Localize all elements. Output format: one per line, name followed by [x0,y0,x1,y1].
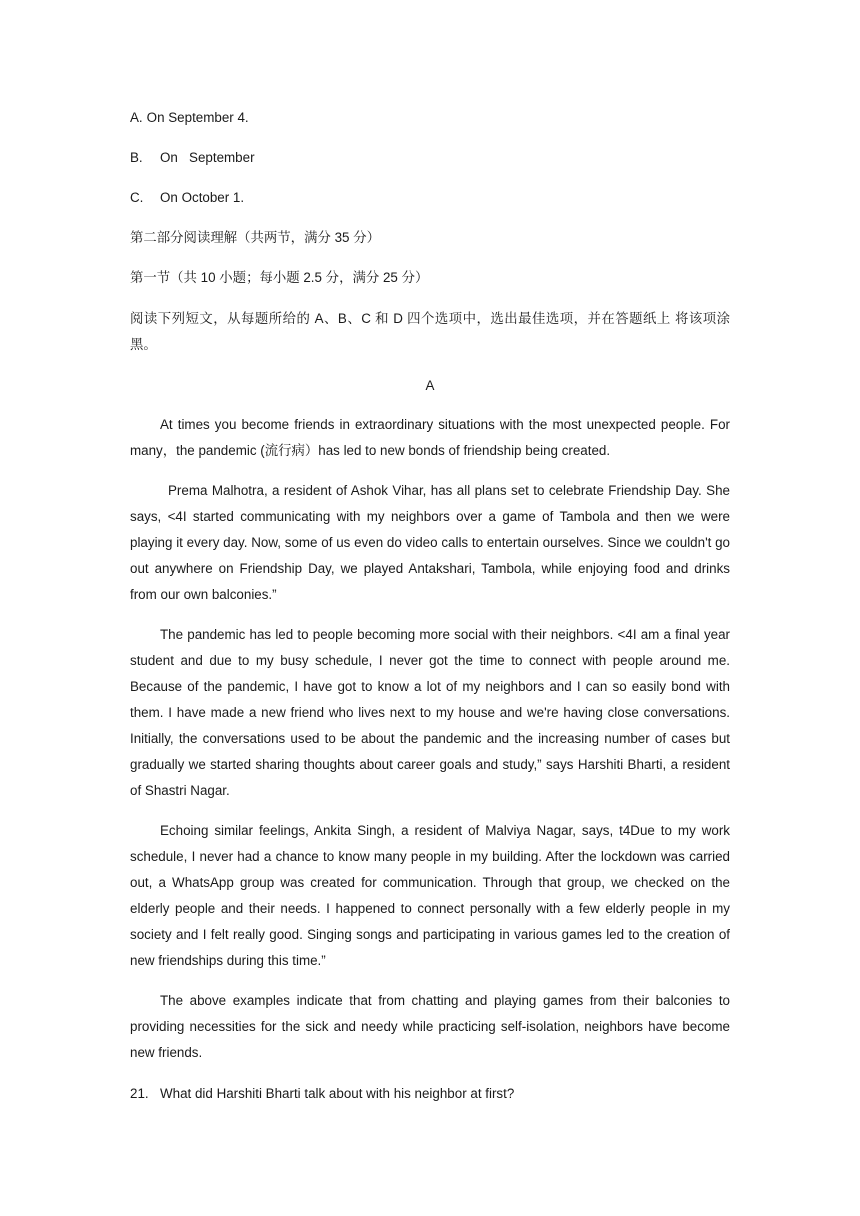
option-b-text: On September [160,150,255,165]
option-c [130,189,244,207]
option-b [130,149,255,167]
option-a-letter: A. [130,110,143,125]
passage-paragraph-1: At times you become friends in extraordinary situations with the most unexpected people. For many，the pandemic (流行病）has led to new bonds of friendship being created. [130,417,730,458]
option-a-text: On September 4. [146,110,249,125]
passage-paragraph-3: The pandemic has led to people becoming more social with their neighbors. <4I am a final year student and due to my busy schedule, I never got the time to connect with people around me. Because of the pandemic, I have got to know a lot of my neighbors and I can so easily bond with them. I have made a new friend who lives next to my house and we're having close conversations. Initially, the conversations used to be about the pandemic and the increasing number of cases but gradually we started sharing thoughts about career goals and study,” says Harshiti Bharti, a resident of Shastri Nagar. [130,627,730,798]
section-title: 第一节（共 10 小题；每小题 2.5 分，满分 25 分） [130,270,429,285]
question-21 [130,1085,514,1103]
passage-paragraph-4: Echoing similar feelings, Ankita Singh, a resident of Malviya Nagar, says, t4Due to my work schedule, I never had a chance to know many people in my building. After the lockdown was carried out, a WhatsApp group was created for communication. Through that group, we checked on the elderly people and their needs. I happened to connect personally with a few elderly people in my society and I felt really good. Singing songs and participating in various games led to the creation of new friendships during this time.” [130,823,730,968]
option-c-text: On October 1. [160,190,245,205]
part-title: 第二部分阅读理解（共两节，满分 35 分） [130,230,380,245]
option-c-letter: C. [130,190,144,205]
option-a [130,109,249,127]
passage-paragraph-5: The above examples indicate that from chatting and playing games from their balconies to providing necessities for the sick and needy while practicing self-isolation, neighbors have become new friends. [130,993,730,1060]
passage-paragraph-2: Prema Malhotra, a resident of Ashok Vihar, has all plans set to celebrate Friendship Day. She says, <4I started communicating with my neighbors over a game of Tambola and then we were playing it every day. Now, some of us even do video calls to entertain ourselves. Since we couldn't go out anywhere on Friendship Day, we played Antakshari, Tambola, while enjoying food and drinks from our own balconies.” [130,483,730,602]
passage-label: A [425,378,435,393]
question-number: 21. [130,1086,149,1101]
question-text: What did Harshiti Bharti talk about with his neighbor at first? [160,1086,515,1101]
instructions: 阅读下列短文，从每题所给的 A、B、C 和 D 四个选项中，选出最佳选项，并在答题纸上 将该项涂黑。 [130,311,730,352]
option-b-letter: B. [130,150,143,165]
